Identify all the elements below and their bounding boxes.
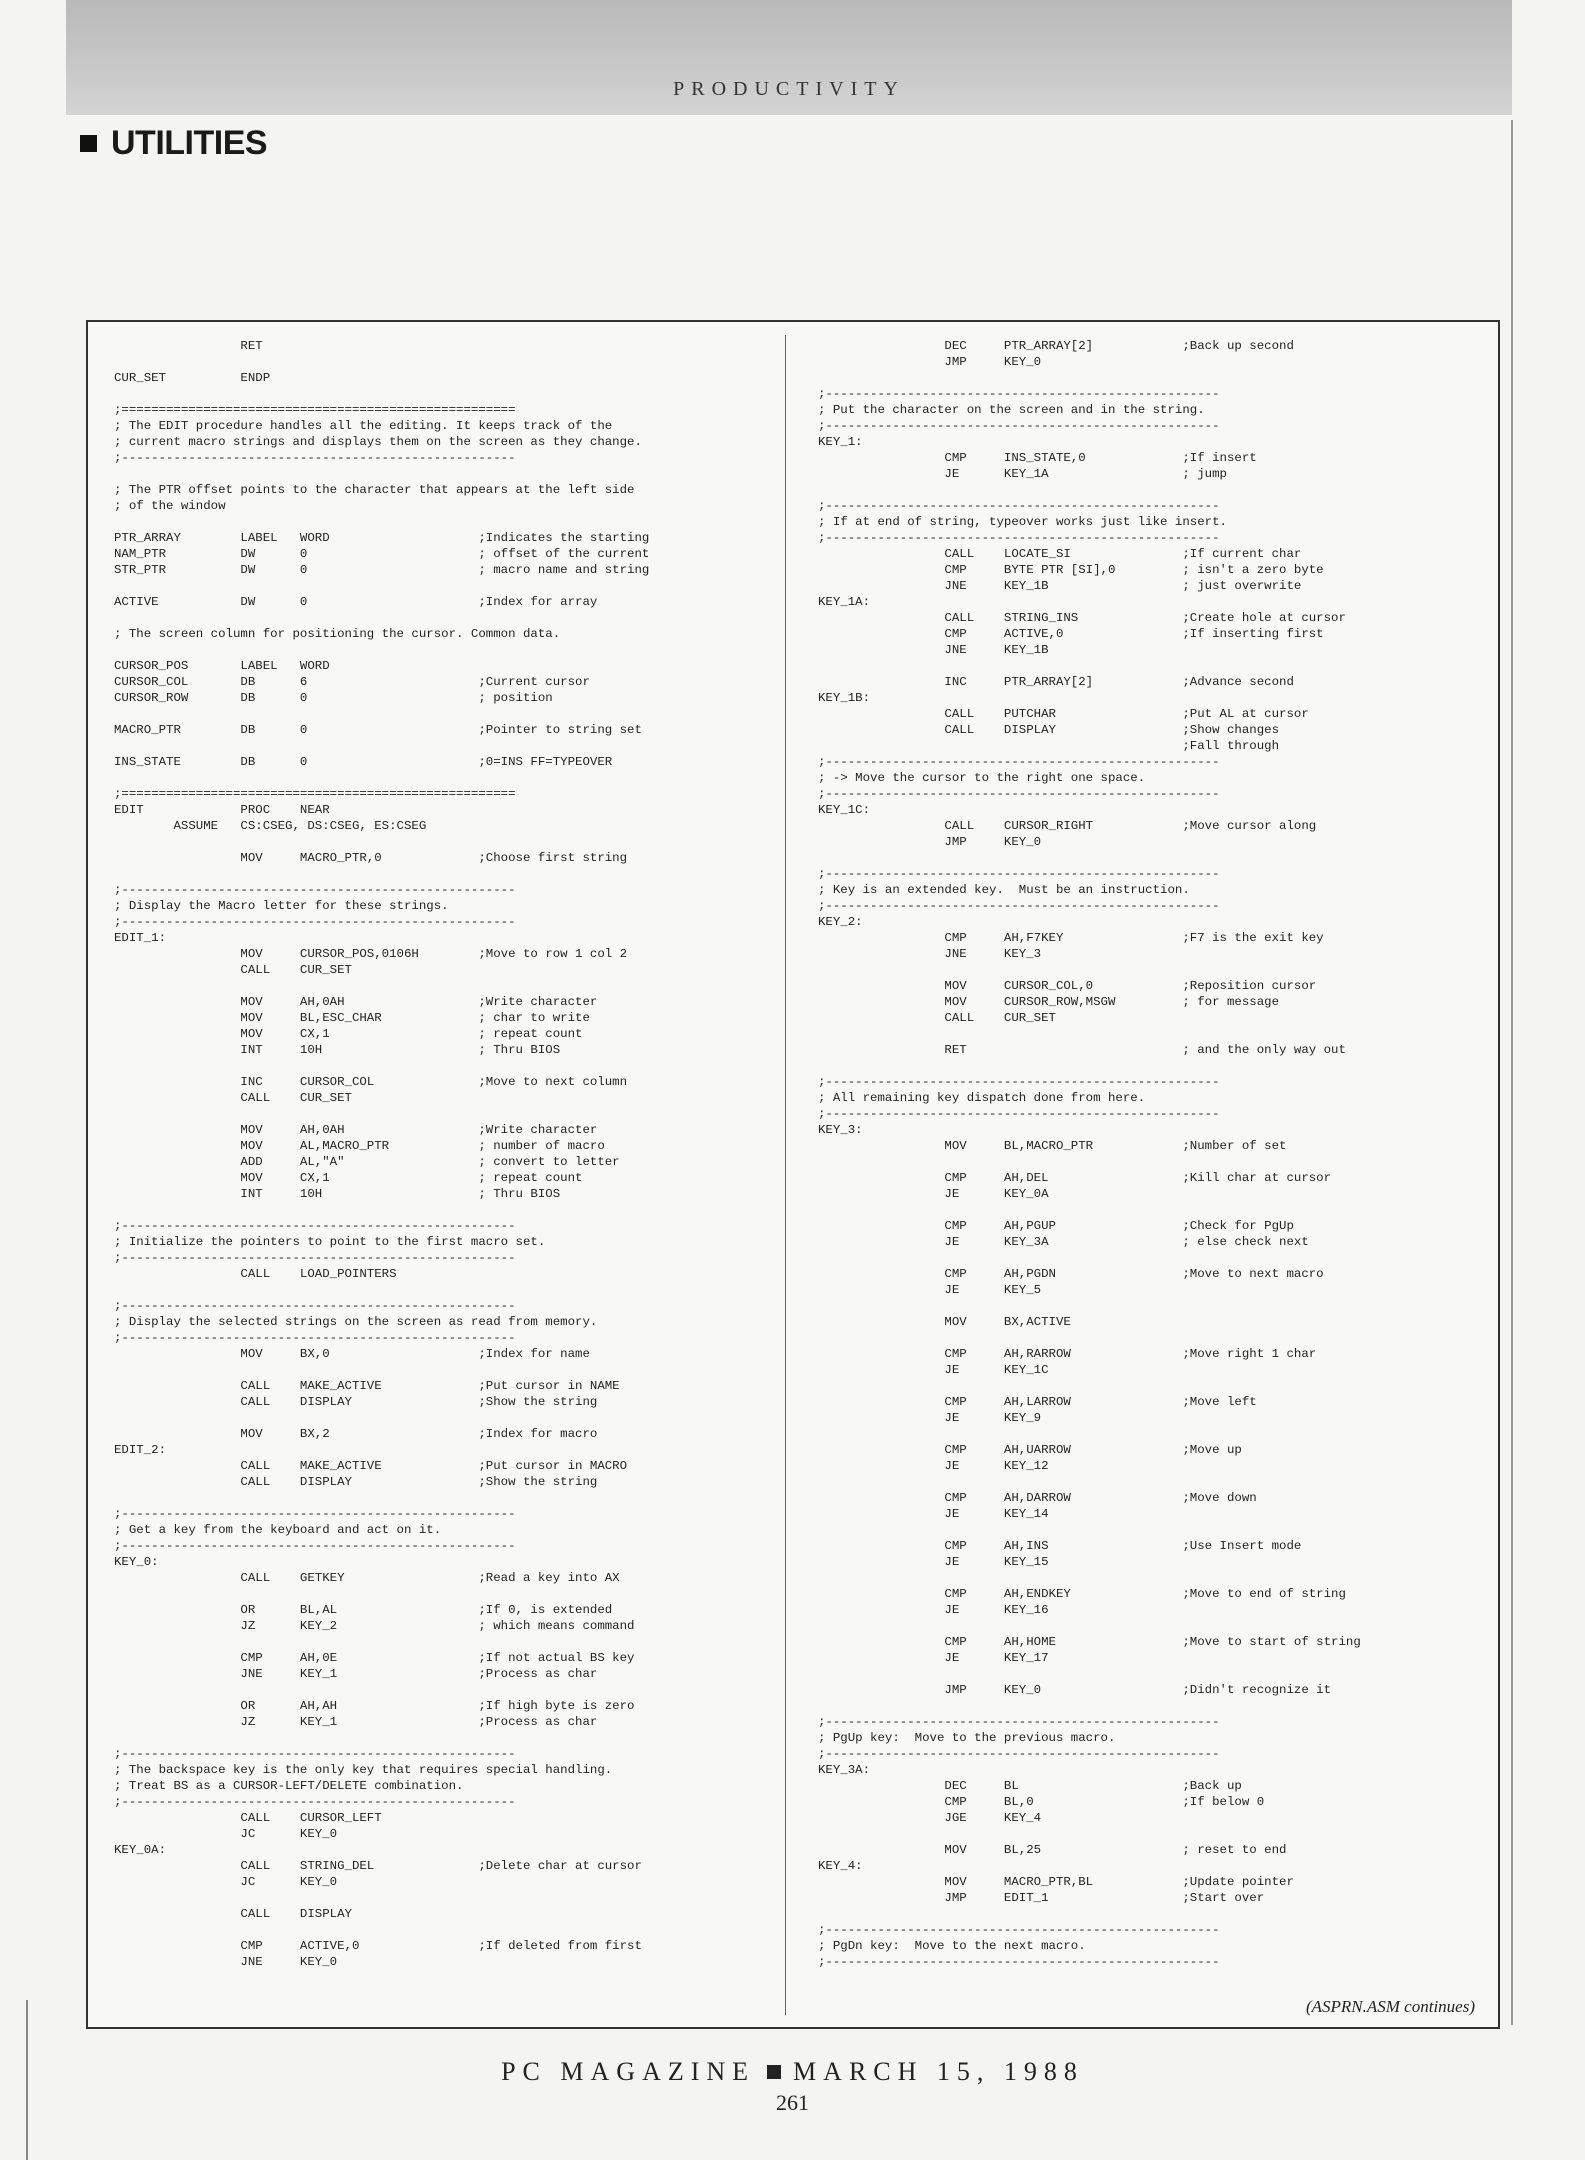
code-line: CALL LOAD_POINTERS: [114, 1267, 397, 1281]
code-line: ; All remaining key dispatch done from here.: [818, 1091, 1146, 1105]
code-line: JE KEY_3A ; else check next: [818, 1235, 1309, 1249]
code-line: ;-----------------------------------------------------: [818, 755, 1220, 769]
code-line: CMP BYTE PTR [SI],0 ; isn't a zero byte: [818, 563, 1324, 577]
code-line: [818, 962, 1458, 978]
code-line: CMP AH,DEL ;Kill char at cursor: [818, 1171, 1332, 1185]
code-line: EDIT_1:: [114, 931, 167, 945]
code-line: [818, 658, 1458, 674]
code-line: RET ; and the only way out: [818, 1043, 1346, 1057]
code-line: [114, 1410, 744, 1426]
code-line: JMP KEY_0: [818, 835, 1042, 849]
code-line: ;-----------------------------------------------------: [114, 1795, 516, 1809]
code-line: ;-----------------------------------------------------: [818, 1107, 1220, 1121]
code-line: CMP ACTIVE,0 ;If inserting first: [818, 627, 1324, 641]
code-line: ;-----------------------------------------------------: [818, 787, 1220, 801]
code-line: [818, 1378, 1458, 1394]
code-line: CMP AH,RARROW ;Move right 1 char: [818, 1347, 1317, 1361]
code-line: EDIT_2:: [114, 1443, 167, 1457]
code-line: INC PTR_ARRAY[2] ;Advance second: [818, 675, 1294, 689]
code-line: [114, 578, 744, 594]
code-line: ; Put the character on the screen and in the string.: [818, 403, 1205, 417]
code-line: KEY_4:: [818, 1859, 863, 1873]
code-line: CALL STRING_INS ;Create hole at cursor: [818, 611, 1346, 625]
code-line: CMP AH,INS ;Use Insert mode: [818, 1539, 1302, 1553]
code-line: MACRO_PTR DB 0 ;Pointer to string set: [114, 723, 642, 737]
code-line: [114, 866, 744, 882]
code-line: STR_PTR DW 0 ; macro name and string: [114, 563, 650, 577]
code-line: CMP AH,DARROW ;Move down: [818, 1491, 1257, 1505]
code-line: MOV AH,0AH ;Write character: [114, 995, 598, 1009]
code-line: JE KEY_16: [818, 1603, 1049, 1617]
code-line: [114, 1922, 744, 1938]
code-line: [818, 1202, 1458, 1218]
code-line: [114, 1730, 744, 1746]
code-line: CMP AH,ENDKEY ;Move to end of string: [818, 1587, 1346, 1601]
code-line: KEY_2:: [818, 915, 863, 929]
code-line: ;=====================================================: [114, 787, 516, 801]
code-line: CMP INS_STATE,0 ;If insert: [818, 451, 1257, 465]
code-line: [114, 1058, 744, 1074]
code-line: CALL DISPLAY ;Show the string: [114, 1475, 598, 1489]
code-line: [818, 1154, 1458, 1170]
code-line: CALL CURSOR_LEFT: [114, 1811, 382, 1825]
code-line: JE KEY_0A: [818, 1187, 1049, 1201]
code-line: CALL GETKEY ;Read a key into AX: [114, 1571, 620, 1585]
code-line: JMP EDIT_1 ;Start over: [818, 1891, 1265, 1905]
code-line: ; Display the selected strings on the screen as read from memory.: [114, 1315, 598, 1329]
code-line: [114, 1202, 744, 1218]
code-line: [818, 1522, 1458, 1538]
code-line: CALL MAKE_ACTIVE ;Put cursor in NAME: [114, 1379, 620, 1393]
code-line: DEC BL ;Back up: [818, 1779, 1242, 1793]
code-line: [114, 770, 744, 786]
code-line: CALL DISPLAY: [114, 1907, 352, 1921]
code-line: [818, 1330, 1458, 1346]
code-line: ;-----------------------------------------------------: [114, 1251, 516, 1265]
code-line: [818, 1698, 1458, 1714]
code-line: KEY_3:: [818, 1123, 863, 1137]
code-line: KEY_1C:: [818, 803, 871, 817]
code-line: [114, 514, 744, 530]
code-line: ; Get a key from the keyboard and act on it.: [114, 1523, 442, 1537]
footer-bullet-icon: [767, 2065, 781, 2079]
code-line: RET: [114, 339, 263, 353]
code-line: MOV CURSOR_ROW,MSGW ; for message: [818, 995, 1280, 1009]
square-bullet-icon: [80, 135, 97, 152]
code-line: ; Initialize the pointers to point to the first macro set.: [114, 1235, 546, 1249]
code-line: [818, 482, 1458, 498]
code-line: ;-----------------------------------------------------: [114, 915, 516, 929]
code-line: CMP AH,0E ;If not actual BS key: [114, 1651, 635, 1665]
code-line: CMP AH,PGDN ;Move to next macro: [818, 1267, 1324, 1281]
code-line: ; Treat BS as a CURSOR-LEFT/DELETE combination.: [114, 1779, 464, 1793]
code-line: [818, 1666, 1458, 1682]
code-line: MOV CURSOR_COL,0 ;Reposition cursor: [818, 979, 1317, 993]
code-line: ; -> Move the cursor to the right one space.: [818, 771, 1146, 785]
code-line: JC KEY_0: [114, 1827, 338, 1841]
code-line: [818, 1826, 1458, 1842]
code-line: [818, 1058, 1458, 1074]
code-line: ;-----------------------------------------------------: [818, 499, 1220, 513]
code-line: CALL CUR_SET: [114, 963, 352, 977]
code-line: [818, 1618, 1458, 1634]
code-line: CMP AH,F7KEY ;F7 is the exit key: [818, 931, 1324, 945]
code-line: JMP KEY_0: [818, 355, 1042, 369]
code-line: [114, 1586, 744, 1602]
page-number: 261: [776, 2090, 809, 2115]
code-line: MOV BL,25 ; reset to end: [818, 1843, 1287, 1857]
code-line: CALL LOCATE_SI ;If current char: [818, 547, 1302, 561]
listing-column-left: [114, 338, 744, 1970]
code-line: NAM_PTR DW 0 ; offset of the current: [114, 547, 650, 561]
code-line: CMP BL,0 ;If below 0: [818, 1795, 1265, 1809]
code-line: MOV BX,0 ;Index for name: [114, 1347, 590, 1361]
code-line: ;-----------------------------------------------------: [818, 531, 1220, 545]
code-line: [114, 1634, 744, 1650]
code-line: OR BL,AL ;If 0, is extended: [114, 1603, 613, 1617]
code-line: JE KEY_5: [818, 1283, 1042, 1297]
code-line: INC CURSOR_COL ;Move to next column: [114, 1075, 628, 1089]
code-line: ;-----------------------------------------------------: [114, 1331, 516, 1345]
code-line: CURSOR_ROW DB 0 ; position: [114, 691, 553, 705]
code-line: ;-----------------------------------------------------: [818, 1923, 1220, 1937]
code-line: MOV BX,ACTIVE: [818, 1315, 1071, 1329]
code-line: [818, 1570, 1458, 1586]
page-heading: [80, 124, 267, 163]
code-line: EDIT PROC NEAR: [114, 803, 330, 817]
code-line: JE KEY_15: [818, 1555, 1049, 1569]
code-line: ;Fall through: [818, 739, 1280, 753]
code-line: JE KEY_17: [818, 1651, 1049, 1665]
code-line: ;-----------------------------------------------------: [114, 1299, 516, 1313]
code-line: JNE KEY_1B ; just overwrite: [818, 579, 1302, 593]
code-line: ; of the window: [114, 499, 226, 513]
code-line: CMP ACTIVE,0 ;If deleted from first: [114, 1939, 642, 1953]
code-line: MOV BL,MACRO_PTR ;Number of set: [818, 1139, 1287, 1153]
code-line: JMP KEY_0 ;Didn't recognize it: [818, 1683, 1332, 1697]
code-line: MOV CURSOR_POS,0106H ;Move to row 1 col 2: [114, 947, 628, 961]
code-line: ; Key is an extended key. Must be an instruction.: [818, 883, 1190, 897]
code-line: CALL DISPLAY ;Show the string: [114, 1395, 598, 1409]
code-line: ; The PTR offset points to the character that appears at the left side: [114, 483, 635, 497]
code-line: ;-----------------------------------------------------: [818, 419, 1220, 433]
page-title: UTILITIES: [111, 124, 268, 162]
code-line: [114, 1106, 744, 1122]
code-line: ADD AL,"A" ; convert to letter: [114, 1155, 620, 1169]
code-line: ;-----------------------------------------------------: [818, 899, 1220, 913]
code-line: CMP AH,LARROW ;Move left: [818, 1395, 1257, 1409]
code-line: ;-----------------------------------------------------: [818, 1715, 1220, 1729]
code-line: KEY_1:: [818, 435, 863, 449]
code-line: [818, 1474, 1458, 1490]
code-line: INS_STATE DB 0 ;0=INS FF=TYPEOVER: [114, 755, 613, 769]
code-line: JZ KEY_1 ;Process as char: [114, 1715, 598, 1729]
code-line: CUR_SET ENDP: [114, 371, 271, 385]
code-line: CALL CUR_SET: [114, 1091, 352, 1105]
code-line: JE KEY_1A ; jump: [818, 467, 1227, 481]
code-line: MOV AH,0AH ;Write character: [114, 1123, 598, 1137]
page-footer: [0, 2057, 1585, 2087]
code-line: [114, 386, 744, 402]
code-line: MOV MACRO_PTR,0 ;Choose first string: [114, 851, 628, 865]
code-line: ;-----------------------------------------------------: [114, 1219, 516, 1233]
code-line: MOV BX,2 ;Index for macro: [114, 1427, 598, 1441]
code-line: JGE KEY_4: [818, 1811, 1042, 1825]
code-line: [114, 1682, 744, 1698]
code-line: ;-----------------------------------------------------: [114, 1539, 516, 1553]
code-line: ;-----------------------------------------------------: [114, 1507, 516, 1521]
code-line: [818, 370, 1458, 386]
code-line: ;=====================================================: [114, 403, 516, 417]
code-line: JE KEY_9: [818, 1411, 1042, 1425]
code-line: JE KEY_14: [818, 1507, 1049, 1521]
code-line: KEY_1B:: [818, 691, 871, 705]
code-line: ; If at end of string, typeover works just like insert.: [818, 515, 1227, 529]
code-line: PTR_ARRAY LABEL WORD ;Indicates the starting: [114, 531, 650, 545]
code-line: MOV CX,1 ; repeat count: [114, 1027, 583, 1041]
code-line: ; Display the Macro letter for these strings.: [114, 899, 449, 913]
code-line: ;-----------------------------------------------------: [818, 1955, 1220, 1969]
code-line: ASSUME CS:CSEG, DS:CSEG, ES:CSEG: [114, 819, 427, 833]
continuation-note: (ASPRN.ASM continues): [1305, 1997, 1475, 2016]
code-line: [818, 1026, 1458, 1042]
code-line: [818, 850, 1458, 866]
code-line: ;-----------------------------------------------------: [818, 1747, 1220, 1761]
code-line: ; PgUp key: Move to the previous macro.: [818, 1731, 1116, 1745]
code-line: [114, 1890, 744, 1906]
code-line: KEY_0:: [114, 1555, 159, 1569]
code-line: KEY_3A:: [818, 1763, 871, 1777]
code-line: CALL DISPLAY ;Show changes: [818, 723, 1280, 737]
code-line: [114, 706, 744, 722]
code-line: JNE KEY_1 ;Process as char: [114, 1667, 598, 1681]
code-line: ;-----------------------------------------------------: [114, 883, 516, 897]
footer-publication: PC MAGAZINE: [501, 2057, 756, 2086]
code-line: KEY_1A:: [818, 595, 871, 609]
code-line: ;-----------------------------------------------------: [818, 1075, 1220, 1089]
code-line: JE KEY_12: [818, 1459, 1049, 1473]
code-line: [114, 354, 744, 370]
code-line: [114, 1282, 744, 1298]
page-rule-right: [1511, 120, 1513, 2025]
code-line: CALL STRING_DEL ;Delete char at cursor: [114, 1859, 642, 1873]
code-line: [114, 1362, 744, 1378]
code-line: [818, 1250, 1458, 1266]
code-line: ; The EDIT procedure handles all the editing. It keeps track of the: [114, 419, 613, 433]
code-line: [114, 642, 744, 658]
code-line: CMP AH,PGUP ;Check for PgUp: [818, 1219, 1294, 1233]
code-line: CURSOR_COL DB 6 ;Current cursor: [114, 675, 590, 689]
code-line: KEY_0A:: [114, 1843, 167, 1857]
code-line: JNE KEY_0: [114, 1955, 338, 1969]
code-line: [114, 978, 744, 994]
code-line: ;-----------------------------------------------------: [114, 451, 516, 465]
code-line: JNE KEY_3: [818, 947, 1042, 961]
code-line: ;-----------------------------------------------------: [114, 1747, 516, 1761]
code-line: [114, 466, 744, 482]
code-line: INT 10H ; Thru BIOS: [114, 1187, 561, 1201]
code-line: INT 10H ; Thru BIOS: [114, 1043, 561, 1057]
code-line: MOV AL,MACRO_PTR ; number of macro: [114, 1139, 605, 1153]
code-line: JNE KEY_1B: [818, 643, 1049, 657]
code-line: MOV MACRO_PTR,BL ;Update pointer: [818, 1875, 1294, 1889]
code-line: JZ KEY_2 ; which means command: [114, 1619, 635, 1633]
code-line: JE KEY_1C: [818, 1363, 1049, 1377]
code-line: CALL CURSOR_RIGHT ;Move cursor along: [818, 819, 1317, 833]
code-line: ;-----------------------------------------------------: [818, 387, 1220, 401]
code-line: ACTIVE DW 0 ;Index for array: [114, 595, 598, 609]
code-line: CALL MAKE_ACTIVE ;Put cursor in MACRO: [114, 1459, 628, 1473]
code-line: CALL PUTCHAR ;Put AL at cursor: [818, 707, 1309, 721]
code-line: CMP AH,UARROW ;Move up: [818, 1443, 1242, 1457]
code-line: [818, 1906, 1458, 1922]
code-line: ; current macro strings and displays them on the screen as they change.: [114, 435, 642, 449]
code-line: MOV BL,ESC_CHAR ; char to write: [114, 1011, 590, 1025]
footer-date: MARCH 15, 1988: [793, 2057, 1084, 2086]
code-line: [114, 834, 744, 850]
column-divider: [785, 335, 786, 2015]
code-line: MOV CX,1 ; repeat count: [114, 1171, 583, 1185]
code-line: CALL CUR_SET: [818, 1011, 1056, 1025]
code-line: ; PgDn key: Move to the next macro.: [818, 1939, 1086, 1953]
code-line: [114, 610, 744, 626]
code-line: ;-----------------------------------------------------: [818, 867, 1220, 881]
code-line: ; The backspace key is the only key that requires special handling.: [114, 1763, 613, 1777]
code-line: OR AH,AH ;If high byte is zero: [114, 1699, 635, 1713]
code-line: DEC PTR_ARRAY[2] ;Back up second: [818, 339, 1294, 353]
code-line: ; The screen column for positioning the cursor. Common data.: [114, 627, 561, 641]
code-line: [114, 738, 744, 754]
listing-column-right: [818, 338, 1458, 1970]
code-line: [818, 1426, 1458, 1442]
code-line: CMP AH,HOME ;Move to start of string: [818, 1635, 1361, 1649]
code-line: [818, 1298, 1458, 1314]
code-line: JC KEY_0: [114, 1875, 338, 1889]
section-label: PRODUCTIVITY: [673, 78, 905, 100]
code-line: CURSOR_POS LABEL WORD: [114, 659, 330, 673]
code-line: [114, 1490, 744, 1506]
